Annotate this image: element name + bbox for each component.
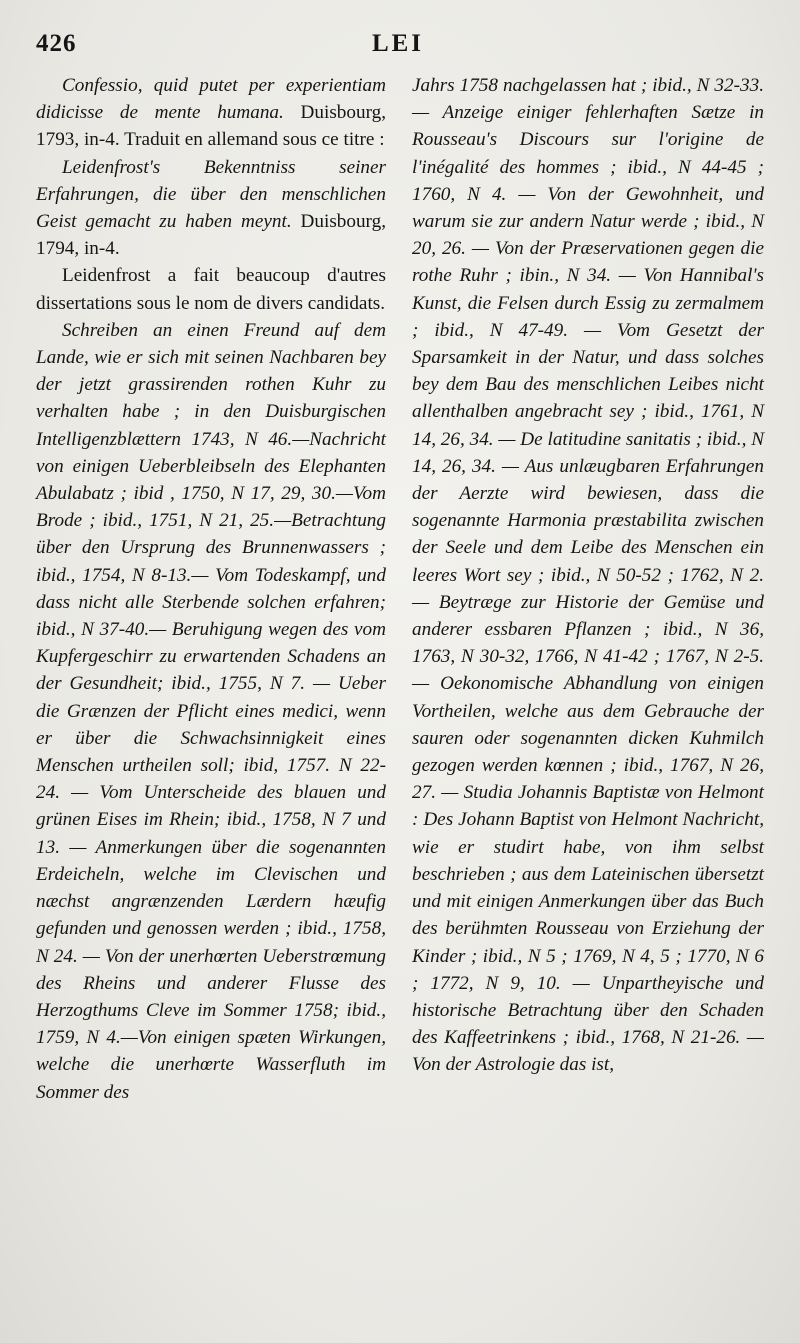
imprint-bekenntniss: Duisbourg, 1794, in-4. [36,211,386,260]
imprint-confessio: Duisbourg, 1793, in-4. Traduit en allemand sous ce titre : [36,102,386,151]
right-column [412,72,764,1079]
page-number: 426 [36,30,77,57]
title-bekenntniss: Leidenfrost's Bekenntniss seiner Erfahrungen, die über den menschlichen Geist gemacht zu haben meynt. [36,156,386,233]
left-column [36,72,386,1106]
paragraph-confessio [36,72,386,154]
paragraph-articles-left: Schreiben an einen Freund auf dem Lande, wie er sich mit seinen Nachbaren bey der jetzt grassirenden rothen Kuhr zu verhalten habe ; in den Duisburgischen Intelligenzblættern 1743, N 46.—Nachricht von einigen Ueberbleibseln des Elephanten Abulabatz ; ibid , 1750, N 17, 29, 30.—Vom Brode ; ibid., 1751, N 21, 25.—Betrachtung über den Ursprung des Brunnenwassers ; ibid., 1754, N 8-13.— Vom Todeskampf, und dass nicht alle Sterbende solchen erfahren; ibid., N 37-40.— Beruhigung wegen des vom Kupfergeschirr zu erwartenden Schadens an der Gesundheit; ibid., 1755, N 7. — Ueber die Grænzen der Pflicht eines medici, wenn er über die Schwachsinnigkeit eines Menschen urtheilen soll; ibid, 1757. N 22-24. — Vom Unterscheide des blauen und grünen Eises im Rhein; ibid., 1758, N 7 und 13. — Anmerkungen über die sogenannten Erdeicheln, welche im Clevischen und næchst angrænzenden Lærdern hæufig gefunden und genossen werden ; ibid., 1758, N 24. — Von der unerhœrten Ueberstrœmung des Rheins und anderer Flusse des Herzogthums Cleve im Sommer 1758; ibid., 1759, N 4.—Von einigen spæten Wirkungen, welche die unerhœrte Wasserfluth im Sommer des [36,319,386,1103]
running-title: LEI [371,30,425,57]
paragraph-articles-right: Jahrs 1758 nachgelassen hat ; ibid., N 32-33.— Anzeige einiger fehlerhaften Sætze in Rousseau's Discours sur l'origine de l'inégalité des hommes ; ibid., N 44-45 ; 1760, N 4. — Von der Gewohnheit, und warum sie zur andern Natur werde ; ibid., N 20, 26. — Von der Præservationen gegen die rothe Ruhr ; ibin., N 34. — Von Hannibal's Kunst, die Felsen durch Essig zu zermalmem ; ibid., N 47-49. — Vom Gesetzt der Sparsamkeit in der Natur, und dass solches bey dem Bau des menschlichen Leibes nicht allenthalben angebracht sey ; ibid., 1761, N 14, 26, 34. — De latitudine sanitatis ; ibid., N 14, 26, 34. — Aus unlæugbaren Erfahrungen der Aerzte wird bewiesen, dass die sogenannte Harmonia præstabilita zwischen der Seele und dem Leibe des Menschen ein leeres Wort sey ; ibid., N 50-52 ; 1762, N 2. — Beytræge zur Historie der Gemüse und anderer essbaren Pflanzen ; ibid., N 36, 1763, N 30-32, 1766, N 41-42 ; 1767, N 2-5. — Oekonomische Abhandlung von einigen Vortheilen, welche aus dem Gebrauche der sauren oder sogenannten dicken Kuhmilch gezogen werden kœnnen ; ibid., 1767, N 26, 27. — Studia Johannis Baptistæ von Helmont : Des Johann Baptist von Helmont Nachricht, wie er studirt habe, von ihm selbst beschrieben ; aus dem Lateinischen übersetzt und mit einigen Anmerkungen über das Buch des berühmten Rousseau von Erziehung der Kinder ; ibid., N 5 ; 1769, N 4, 5 ; 1770, N 6 ; 1772, N 9, 10. — Unpartheyische und historische Betrachtung über den Schaden des Kaffeetrinkens ; ibid., 1768, N 21-26. — Von der Astrologie das ist, [412,75,764,1076]
title-confessio: Confessio, quid putet per experientiam didicisse de mente humana. [36,75,386,124]
page-header [36,30,760,66]
paragraph-dissertations: Leidenfrost a fait beaucoup d'autres dissertations sous le nom de divers candidats. [36,265,386,314]
paragraph-bekenntniss [36,154,386,263]
